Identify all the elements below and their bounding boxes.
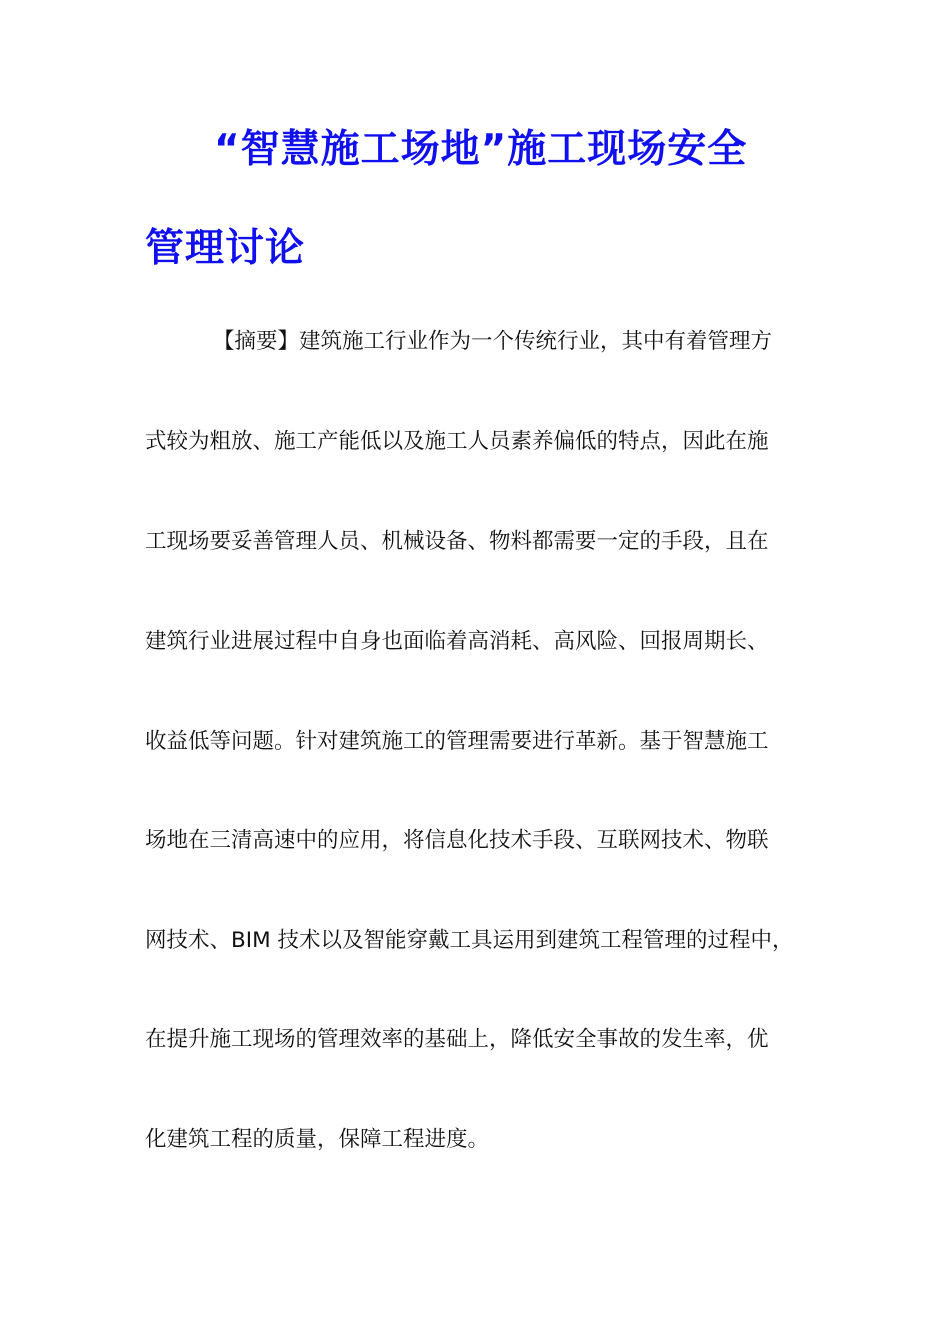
document-title-line-1: “智慧施工场地”施工现场安全 [214,127,748,172]
abstract-line-1: 【摘要】建筑施工行业作为一个传统行业，其中有着管理方 [213,329,773,354]
abstract-line-8: 在提升施工现场的管理效率的基础上，降低安全事故的发生率，优 [145,1027,769,1052]
abstract-line-6: 场地在三清高速中的应用，将信息化技术手段、互联网技术、物联 [145,828,769,853]
abstract-line-2: 式较为粗放、施工产能低以及施工人员素养偏低的特点，因此在施 [145,429,769,454]
document-title-line-2: 管理讨论 [145,226,306,271]
abstract-line-4: 建筑行业进展过程中自身也面临着高消耗、高风险、回报周期长、 [145,629,769,654]
abstract-line-7: 网技术、BIM 技术以及智能穿戴工具运用到建筑工程管理的过程中， [145,928,794,953]
abstract-line-3: 工现场要妥善管理人员、机械设备、物料都需要一定的手段，且在 [145,529,769,554]
abstract-line-5: 收益低等问题。针对建筑施工的管理需要进行革新。基于智慧施工 [145,729,769,754]
abstract-line-9: 化建筑工程的质量，保障工程进度。 [145,1127,490,1152]
